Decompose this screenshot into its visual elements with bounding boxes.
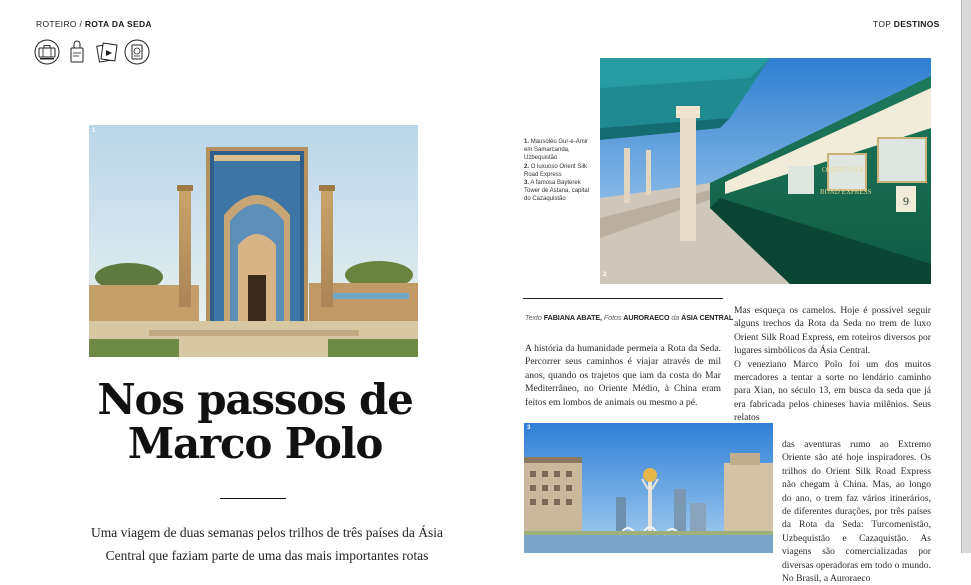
photo-number: 1 xyxy=(92,128,96,134)
section-header xyxy=(36,19,152,29)
train-car-number: 9 xyxy=(903,194,909,208)
photo-number: 3 xyxy=(527,425,531,431)
headline-line: Nos passos de xyxy=(97,375,413,424)
section-title: ROTA DA SEDA xyxy=(84,19,152,29)
byline-text-label: Texto xyxy=(525,313,542,322)
luggage-tag-icon xyxy=(64,39,90,65)
body-column-2 xyxy=(734,304,931,425)
passport-icon xyxy=(124,39,150,65)
caption-item: 2. O luxuoso Orient Silk Road Express xyxy=(524,163,588,178)
travel-documents-icon xyxy=(94,39,120,65)
train-sign-line2: ROAD EXPRESS xyxy=(820,188,872,196)
body-paragraph: das aventuras rumo ao Extremo Oriente são até hoje inspiradores. Os trilhos do Orient Silk Road Express não chegam à China. Mas, ao longo do ano, o trem faz vários itinerários, de diferentes durações, por três países da Rota da Seda: Turcomenistão, Uzbequistão e Cazaquistão. As viagens são comercializadas por diversas operadoras em todo o mundo. No Brasil, a Auroraeco xyxy=(782,439,931,585)
train-sign-line1: ORIENT SILK xyxy=(822,166,865,174)
body-paragraph: O veneziano Marco Polo foi um dos muitos mercadores a tentar a sorte no lendário caminho para Xian, no século 13, em busca da seda que já era fabricada pelos chineses havia milênios. Seus relatos xyxy=(734,358,931,424)
deck-line: Central que faziam parte de uma das mais importantes rotas xyxy=(105,548,429,563)
photo-captions xyxy=(524,138,594,204)
byline-photos-label: Fotos xyxy=(603,313,622,322)
byline-region: ÁSIA CENTRAL xyxy=(681,313,734,322)
byline-author: FABIANA ABATE, xyxy=(543,313,602,322)
suitcase-icon xyxy=(34,39,60,65)
body-column-1 xyxy=(525,342,721,409)
byline-connector: da xyxy=(671,313,680,322)
photo-train-station xyxy=(600,58,931,284)
photo-number: 2 xyxy=(603,272,607,278)
headline-divider xyxy=(220,498,286,499)
body-column-2-continued xyxy=(782,438,931,585)
caption-item: 1. Mausoléu Gur-e-Amir em Samarcanda, Uzbequistão xyxy=(524,139,589,162)
caption-item: 3. A famosa Bayterek Tower de Astana, capital do Cazaquistão xyxy=(524,180,590,203)
photo-mausoleum xyxy=(89,125,418,357)
section-label: ROTEIRO / xyxy=(36,19,83,29)
category-label: TOP xyxy=(873,19,892,29)
byline xyxy=(525,313,733,322)
travel-icons xyxy=(34,39,150,65)
body-paragraph: A história da humanidade permeia a Rota da Seda. Percorrer seus caminhos é viajar através de mil anos, quando os trajetos que iam da costa do Mar Mediterrâneo, no Oriente Médio, à China eram feitos em lombos de animais ou mesmo a pé. xyxy=(525,343,721,408)
page-gutter xyxy=(961,0,971,553)
deck-line: Uma viagem de duas semanas pelos trilhos de três países da Ásia xyxy=(90,525,444,540)
byline-agency: AURORAECO xyxy=(623,313,670,322)
headline-line: Marco Polo xyxy=(127,419,383,468)
category-header xyxy=(873,19,940,29)
photo-bayterek-tower xyxy=(524,423,773,553)
article-headline xyxy=(90,375,420,468)
category-title: DESTINOS xyxy=(893,19,940,29)
body-paragraph: Mas esqueça os camelos. Hoje é possível seguir alguns trechos da Rota da Seda no trem de luxo Orient Silk Road Express, em roteiros diversos por lugares simbólicos da Ásia Central. xyxy=(734,305,931,357)
byline-divider xyxy=(523,298,723,299)
article-deck xyxy=(86,521,448,567)
